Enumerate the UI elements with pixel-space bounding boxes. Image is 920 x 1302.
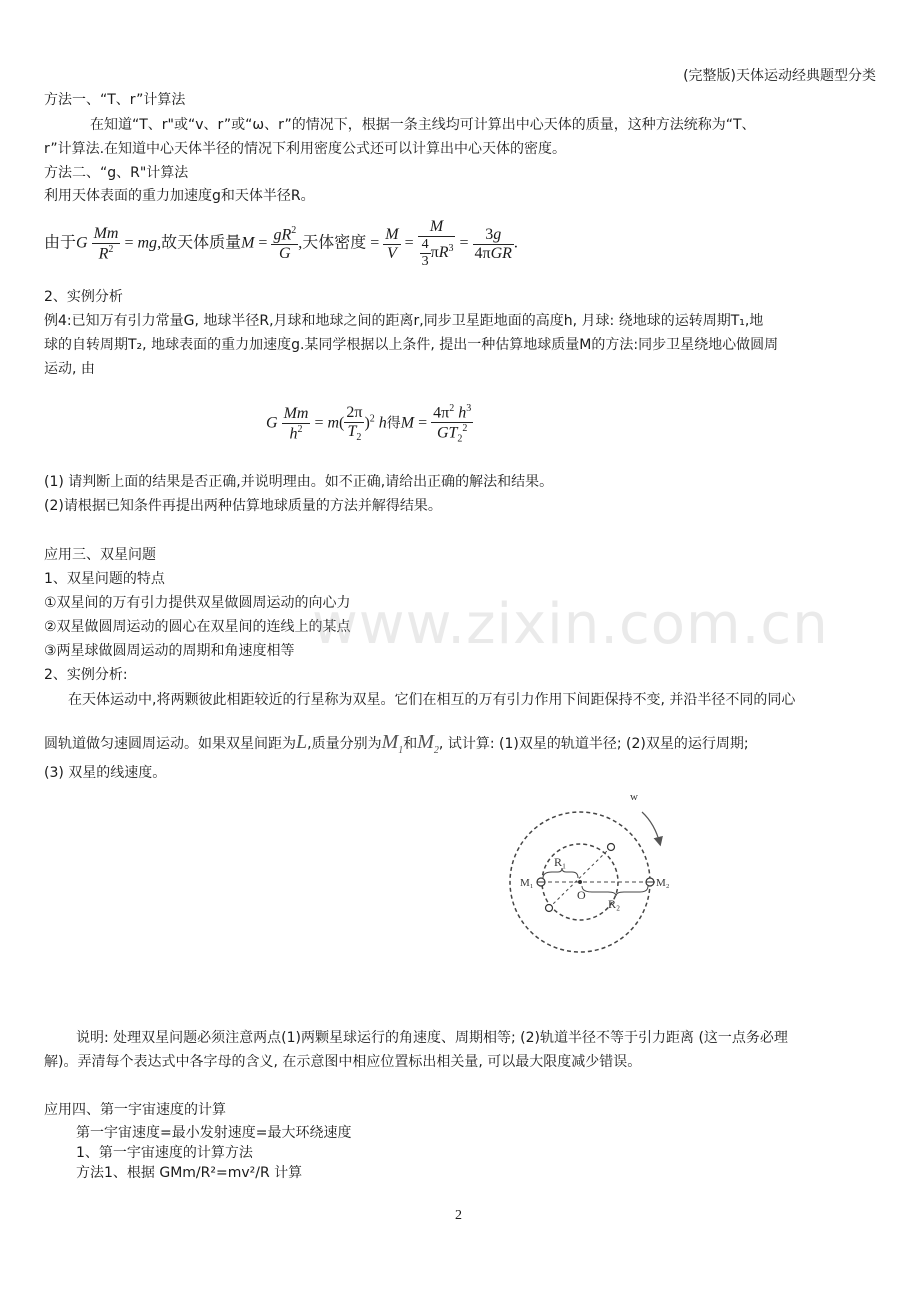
rotation-arrow	[642, 812, 660, 844]
method2-body: 利用天体表面的重力加速度g和天体半径R。	[44, 188, 315, 204]
app3-sub1: 1、双星问题的特点	[44, 571, 165, 587]
star-m1-alt	[546, 905, 553, 912]
binary-star-diagram	[500, 782, 700, 982]
method1-title: 方法一、“T、r”计算法	[44, 92, 186, 108]
app4-title: 应用四、第一宇宙速度的计算	[44, 1102, 226, 1118]
center-o	[578, 880, 582, 884]
app4-line2: 1、第一宇宙速度的计算方法	[76, 1145, 253, 1161]
page-number: 2	[455, 1208, 462, 1223]
note-line2: 解)。弄清每个表达式中各字母的含义, 在示意图中相应位置标出相关量, 可以最大限度减少错误。	[44, 1054, 642, 1070]
method1-body-line2: r”计算法.在知道中心天体半径的情况下利用密度公式还可以计算出中心天体的密度。	[44, 141, 567, 157]
label-o: O	[577, 888, 586, 902]
app3-point1: ①双星间的万有引力提供双星做圆周运动的向心力	[44, 595, 351, 611]
label-r1: R₁	[554, 855, 567, 869]
label-r2: R₂	[608, 897, 621, 911]
density-formula: 由于G $\frac{Mm}{R^2}$ = mg,故天体质量M = $\frac{gR^2}{G}$ ,天体密度 = $\frac{M}{V}$ = M $\frac{4}{3}$ $\pi R^3$ = $\frac{3g}{\text{4πGR}}$ .	[44, 218, 518, 269]
watermark: www.zixin.com.cn	[312, 592, 829, 657]
app3-example-line3: (3) 双星的线速度。	[44, 765, 167, 781]
label-m1: M₁	[520, 877, 534, 889]
r1-brace	[543, 868, 578, 878]
app3-point3: ③两星球做圆周运动的周期和角速度相等	[44, 643, 295, 659]
method2-title: 方法二、“g、R"计算法	[44, 165, 189, 181]
app4-line1: 第一宇宙速度=最小发射速度=最大环绕速度	[76, 1125, 352, 1141]
question-1: (1) 请判断上面的结果是否正确,并说明理由。如不正确,请给出正确的解法和结果。	[44, 474, 554, 490]
app3-example-line1: 在天体运动中,将两颗彼此相距较近的行星称为双星。它们在相互的万有引力作用下间距保持不变, 并沿半径不同的同心	[68, 692, 796, 708]
r2-brace	[582, 886, 648, 896]
note-line1: 说明: 处理双星问题必须注意两点(1)两颗星球运行的角速度、周期相等; (2)轨道半径不等于引力距离 (这一点务必理	[76, 1030, 788, 1046]
orbit-formula: G $\frac{Mm}{h^2}$ = m( $\frac{2\pi}{T_2}$ )$^2$ h得M = $\frac{4\pi^2 h^3}{GT_2^2}$	[266, 403, 472, 445]
symbol-M2: $M_2$	[417, 731, 439, 756]
star-m2-alt	[608, 844, 615, 851]
symbol-L: L	[296, 731, 308, 753]
example-title: 2、实例分析	[44, 289, 123, 305]
question-2: (2)请根据已知条件再提出两种估算地球质量的方法并解得结果。	[44, 498, 442, 514]
example4-line3: 运动, 由	[44, 361, 95, 377]
app3-example-line2: 圆轨道做匀速圆周运动。如果双星间距为L,质量分别为$M_1$和$M_2$, 试计算: (1)双星的轨道半径; (2)双星的运行周期;	[44, 731, 749, 756]
page-header: (完整版)天体运动经典题型分类	[683, 68, 876, 84]
app4-line3: 方法1、根据 GMm/R²=mv²/R 计算	[76, 1165, 303, 1181]
example4-line2: 球的自转周期T₂, 地球表面的重力加速度g.某同学根据以上条件, 提出一种估算地球质量M的方法:同步卫星绕地心做圆周	[44, 337, 779, 353]
label-w: w	[630, 791, 638, 803]
example4-line1: 例4:已知万有引力常量G, 地球半径R,月球和地球之间的距离r,同步卫星距地面的高度h, 月球: 绕地球的运转周期T₁,地	[44, 313, 764, 329]
method1-body-line1: 在知道“T、r"或“v、r”或“ω、r”的情况下，根据一条主线均可计算出中心天体的质量，这种方法统称为“T、	[90, 117, 756, 133]
label-m2: M₂	[656, 877, 670, 889]
symbol-M1: $M_1$	[381, 731, 404, 756]
app3-sub2: 2、实例分析:	[44, 667, 128, 683]
app3-title: 应用三、双星问题	[44, 547, 156, 563]
app3-point2: ②双星做圆周运动的圆心在双星间的连线上的某点	[44, 619, 351, 635]
